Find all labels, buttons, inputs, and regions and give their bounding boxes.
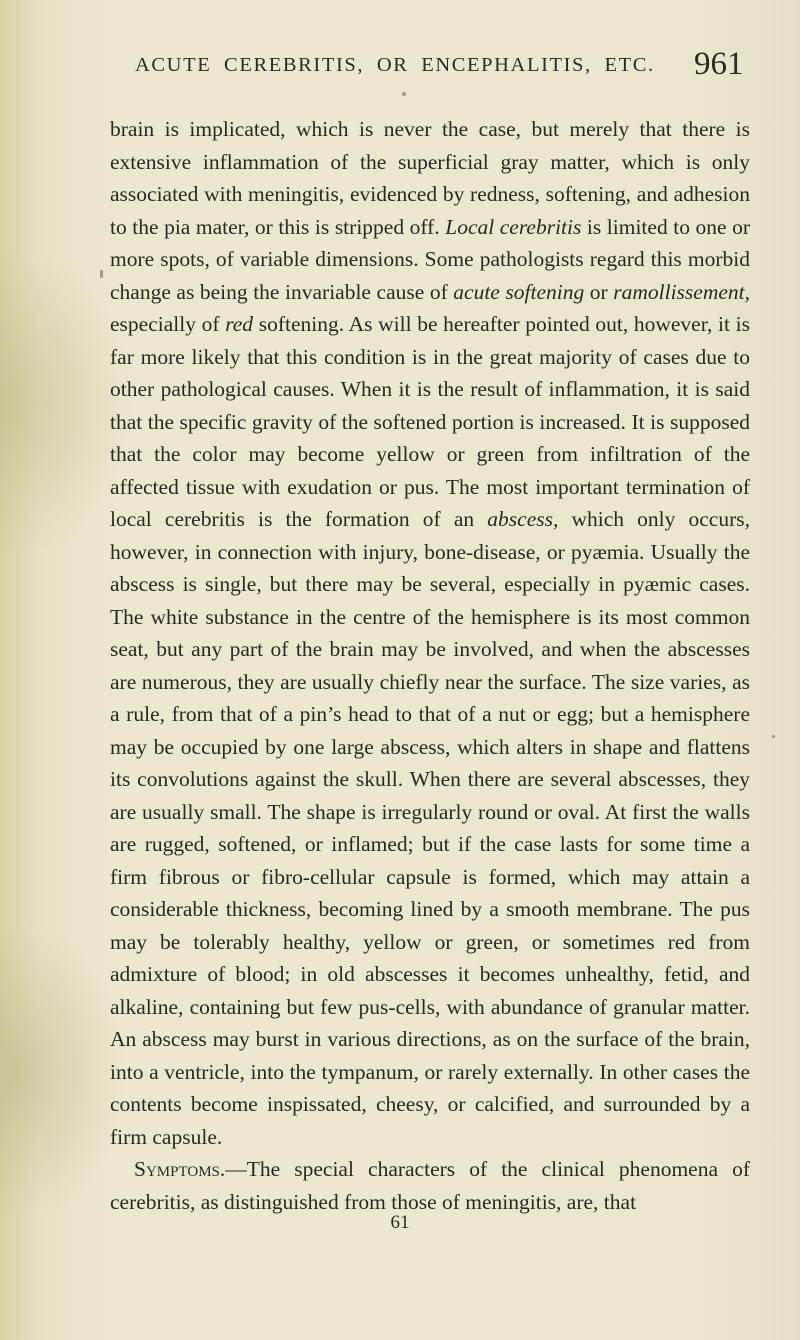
- italic-term: acute softening: [453, 279, 585, 304]
- running-title: ACUTE CEREBRITIS, OR ENCEPHALITIS, ETC.: [135, 54, 655, 76]
- text-run: especially of: [110, 312, 226, 336]
- section-heading: Symptoms.: [134, 1157, 226, 1181]
- body-text: [110, 113, 750, 1218]
- italic-term: abscess,: [487, 507, 559, 531]
- signature-mark: 61: [390, 1212, 410, 1233]
- ink-speck: [402, 92, 406, 96]
- text-run: which only occurs, however, in connection with injury, bone-disease, or pyæmia. Usually the abscess is single, but there may be several, especially in pyæmic cases. The white substance in the centre of the hemisphere is its most common seat, but any part of the brain may be involved, and when the abscesses are numerous, they are usually chiefly near the surface. The size varies, as a rule, from that of a pin’s head to that of a nut or egg; but a hemisphere may be occupied by one large abscess, which alters in shape and flattens its convolutions against the skull. When there are several abscesses, they are usually small. The shape is irregularly round or oval. At first the walls are rugged, softened, or inflamed; but if the case lasts for some time a firm fibrous or fibro-cellular capsule is formed, which may attain a considerable thickness, becoming lined by a smooth membrane. The pus may be tolerably healthy, yellow or green, or sometimes red from admixture of blood; in old abscesses it becomes unhealthy, fetid, and alkaline, containing but few pus-cells, with abundance of granular matter. An abscess may burst in various directions, as on the surface of the brain, into a ventricle, into the tympanum, or rarely externally. In other cases the contents become inspissated, cheesy, or calcified, and surrounded by a firm capsule.: [110, 507, 750, 1149]
- paragraph: [110, 113, 750, 1153]
- paragraph: [110, 1153, 750, 1218]
- running-header: [0, 48, 800, 88]
- text-run: brain is implicated, which is never the case, but merely that there is extensive inflammation of the superficial gray matter, which is only associated with meningitis, evidenced by redness, softening, and adhesion to the pia mater, or this is stripped off.: [110, 117, 750, 239]
- text-run: softening. As will be hereafter pointed out, however, it is far more likely that this condition is in the great majority of cases due to other pathological causes. When it is the result of inflammation, it is said that the specific gravity of the softened portion is increased. It is supposed that the color may become yellow or green from infiltration of the affected tissue with exudation or pus. The most important termination of local cerebritis is the formation of an: [110, 312, 750, 531]
- text-run: is limited to one or more spots, of variable dimensions. Some pathologists regard this morbid change as being the invariable cause of: [110, 214, 750, 304]
- ink-speck: [100, 270, 103, 278]
- text-run: or: [584, 279, 614, 304]
- italic-term: ramollissement,: [613, 279, 750, 304]
- ink-speck: [772, 735, 775, 738]
- page-number: 961: [694, 46, 744, 82]
- italic-term: red: [225, 312, 254, 336]
- italic-term: Local cerebritis: [445, 214, 582, 239]
- text-run: —The special characters of the clinical phenomena of cerebritis, as distinguished from those of meningitis, are, that: [110, 1157, 750, 1214]
